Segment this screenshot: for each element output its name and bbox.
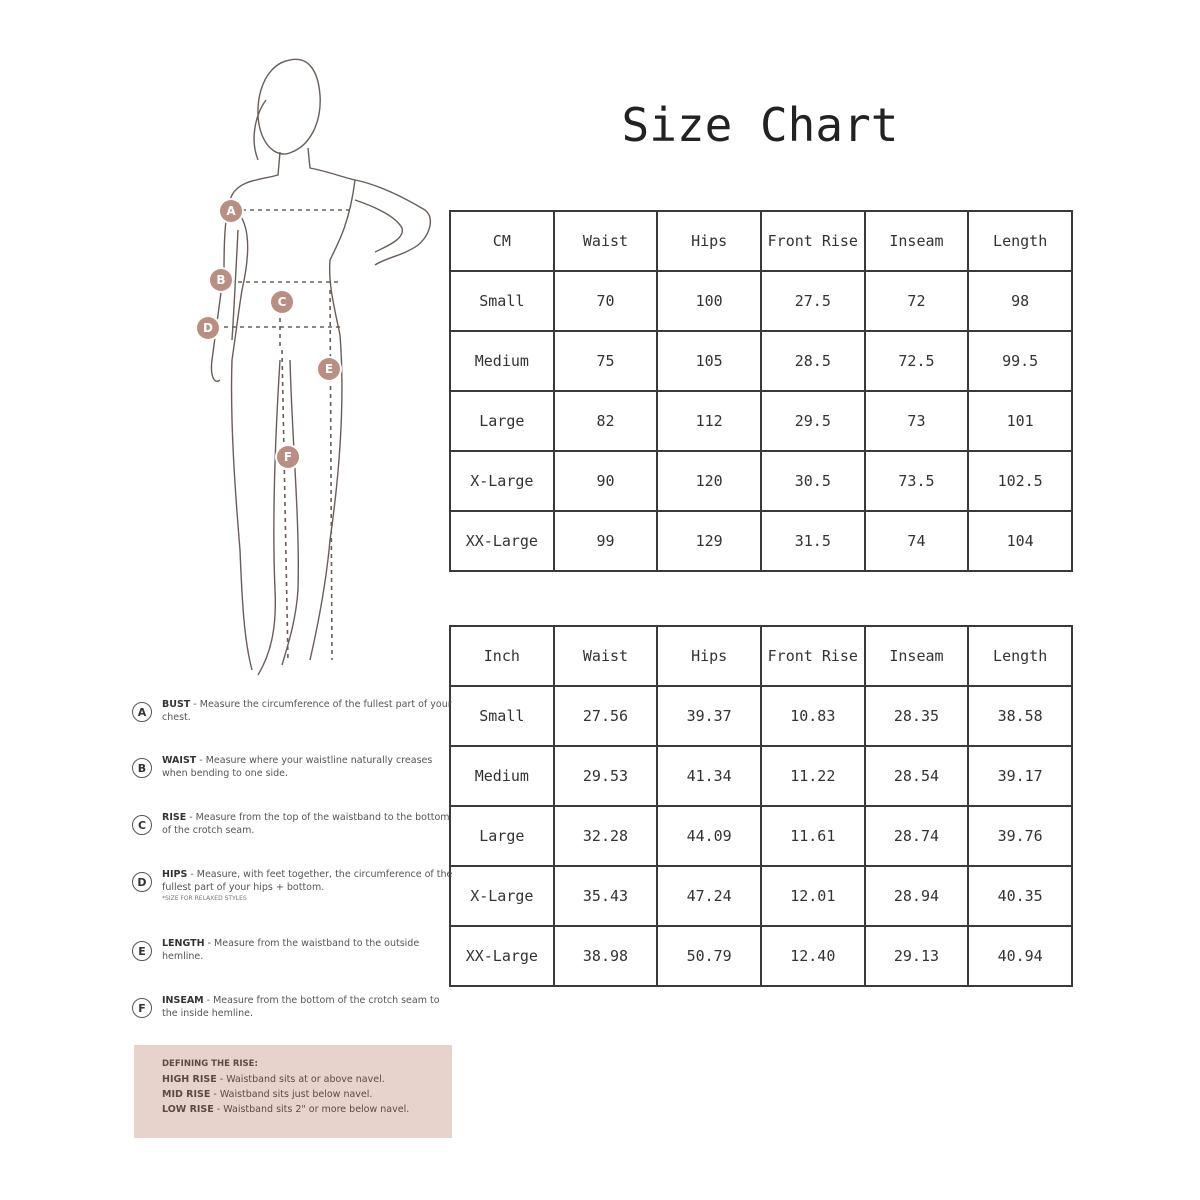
table-row <box>450 806 1072 866</box>
table-cell: 101 <box>968 391 1072 451</box>
table-cell: 28.94 <box>865 866 969 926</box>
header-cell: Hips <box>657 626 761 686</box>
rise-row-mid <box>162 1089 452 1100</box>
size-label-cell: XX-Large <box>450 511 554 571</box>
marker-a: A <box>220 200 242 222</box>
legend-description: - Measure from the top of the waistband to the bottom of the crotch seam. <box>162 812 450 836</box>
legend-note: *SIZE FOR RELAXED STYLES <box>162 895 247 902</box>
table-row <box>450 686 1072 746</box>
table-cell: 72.5 <box>865 331 969 391</box>
table-header-row <box>450 211 1072 271</box>
defining-the-rise-box <box>134 1045 452 1138</box>
table-cell: 38.58 <box>968 686 1072 746</box>
marker-d: D <box>197 317 219 339</box>
table-cell: 50.79 <box>657 926 761 986</box>
table-cell: 10.83 <box>761 686 865 746</box>
size-label-cell: Small <box>450 686 554 746</box>
table-cell: 74 <box>865 511 969 571</box>
table-cell: 27.5 <box>761 271 865 331</box>
table-header-row <box>450 626 1072 686</box>
marker-e: E <box>318 358 340 380</box>
legend-text <box>162 754 454 780</box>
header-cell: Hips <box>657 211 761 271</box>
body-outline <box>180 40 460 680</box>
page-title: Size Chart <box>621 98 899 152</box>
size-label-cell: Large <box>450 391 554 451</box>
table-cell: 47.24 <box>657 866 761 926</box>
legend-text <box>162 937 454 963</box>
legend-term: INSEAM <box>162 995 204 1006</box>
size-table-inch <box>449 625 1073 987</box>
legend-text <box>162 868 454 903</box>
table-cell: 29.13 <box>865 926 969 986</box>
marker-c: C <box>271 291 293 313</box>
table-cell: 82 <box>554 391 658 451</box>
rise-row-low <box>162 1104 452 1115</box>
legend-description: - Measure, with feet together, the circumference of the fullest part of your hips + bottom. <box>162 869 453 893</box>
table-cell: 102.5 <box>968 451 1072 511</box>
table-cell: 40.94 <box>968 926 1072 986</box>
table-cell: 41.34 <box>657 746 761 806</box>
header-cell: Length <box>968 211 1072 271</box>
table-cell: 38.98 <box>554 926 658 986</box>
size-label-cell: Large <box>450 806 554 866</box>
table-cell: 120 <box>657 451 761 511</box>
table-cell: 39.76 <box>968 806 1072 866</box>
size-table-cm <box>449 210 1073 572</box>
legend-term: WAIST <box>162 755 197 766</box>
size-label-cell: Medium <box>450 746 554 806</box>
size-label-cell: X-Large <box>450 866 554 926</box>
rise-box-title: DEFINING THE RISE: <box>162 1059 258 1069</box>
legend-term: LENGTH <box>162 938 205 949</box>
table-cell: 99.5 <box>968 331 1072 391</box>
table-cell: 70 <box>554 271 658 331</box>
table-cell: 99 <box>554 511 658 571</box>
legend-text <box>162 698 454 724</box>
table-cell: 30.5 <box>761 451 865 511</box>
table-cell: 28.5 <box>761 331 865 391</box>
table-row <box>450 331 1072 391</box>
table-cell: 100 <box>657 271 761 331</box>
header-cell: Waist <box>554 211 658 271</box>
legend-badge: E <box>132 941 152 961</box>
table-cell: 104 <box>968 511 1072 571</box>
table-row <box>450 926 1072 986</box>
table-cell: 129 <box>657 511 761 571</box>
rise-description: - Waistband sits at or above navel. <box>216 1074 385 1085</box>
table-cell: 72 <box>865 271 969 331</box>
table-row <box>450 866 1072 926</box>
legend-badge: A <box>132 702 152 722</box>
table-cell: 29.53 <box>554 746 658 806</box>
marker-f: F <box>277 446 299 468</box>
table-cell: 98 <box>968 271 1072 331</box>
rise-term: MID RISE <box>162 1089 211 1100</box>
header-cell: Inseam <box>865 626 969 686</box>
table-cell: 35.43 <box>554 866 658 926</box>
table-cell: 28.35 <box>865 686 969 746</box>
rise-term: HIGH RISE <box>162 1074 217 1085</box>
size-label-cell: Medium <box>450 331 554 391</box>
size-label-cell: Small <box>450 271 554 331</box>
legend-term: BUST <box>162 699 191 710</box>
table-cell: 28.74 <box>865 806 969 866</box>
size-label-cell: XX-Large <box>450 926 554 986</box>
legend-badge: D <box>132 872 152 892</box>
legend-term: HIPS <box>162 869 188 880</box>
header-cell: Front Rise <box>761 211 865 271</box>
header-cell: Inseam <box>865 211 969 271</box>
header-cell: Front Rise <box>761 626 865 686</box>
table-row <box>450 511 1072 571</box>
table-cell: 75 <box>554 331 658 391</box>
table-row <box>450 451 1072 511</box>
table-cell: 105 <box>657 331 761 391</box>
table-cell: 11.22 <box>761 746 865 806</box>
header-cell: CM <box>450 211 554 271</box>
table-cell: 73 <box>865 391 969 451</box>
table-cell: 12.01 <box>761 866 865 926</box>
legend-term: RISE <box>162 812 187 823</box>
table-cell: 39.17 <box>968 746 1072 806</box>
marker-b: B <box>210 269 232 291</box>
table-cell: 27.56 <box>554 686 658 746</box>
header-cell: Inch <box>450 626 554 686</box>
table-cell: 31.5 <box>761 511 865 571</box>
table-cell: 112 <box>657 391 761 451</box>
table-cell: 32.28 <box>554 806 658 866</box>
header-cell: Length <box>968 626 1072 686</box>
legend-badge: B <box>132 758 152 778</box>
table-cell: 29.5 <box>761 391 865 451</box>
rise-description: - Waistband sits just below navel. <box>210 1089 373 1100</box>
rise-row-high <box>162 1074 452 1085</box>
rise-term: LOW RISE <box>162 1104 214 1115</box>
table-row <box>450 746 1072 806</box>
legend-text <box>162 811 454 837</box>
table-cell: 44.09 <box>657 806 761 866</box>
size-label-cell: X-Large <box>450 451 554 511</box>
table-row <box>450 391 1072 451</box>
legend-badge: C <box>132 815 152 835</box>
table-cell: 40.35 <box>968 866 1072 926</box>
legend-badge: F <box>132 998 152 1018</box>
table-cell: 28.54 <box>865 746 969 806</box>
legend-text <box>162 994 454 1020</box>
header-cell: Waist <box>554 626 658 686</box>
table-cell: 73.5 <box>865 451 969 511</box>
legend-description: - Measure from the bottom of the crotch seam to the inside hemline. <box>162 995 440 1019</box>
legend-description: - Measure where your waistline naturally creases when bending to one side. <box>162 755 433 779</box>
table-cell: 12.40 <box>761 926 865 986</box>
rise-description: - Waistband sits 2" or more below navel. <box>213 1104 410 1115</box>
legend-description: - Measure from the waistband to the outside hemline. <box>162 938 420 962</box>
table-row <box>450 271 1072 331</box>
table-cell: 90 <box>554 451 658 511</box>
table-cell: 39.37 <box>657 686 761 746</box>
legend-description: - Measure the circumference of the fullest part of your chest. <box>162 699 452 723</box>
body-figure-illustration <box>180 40 460 680</box>
table-cell: 11.61 <box>761 806 865 866</box>
